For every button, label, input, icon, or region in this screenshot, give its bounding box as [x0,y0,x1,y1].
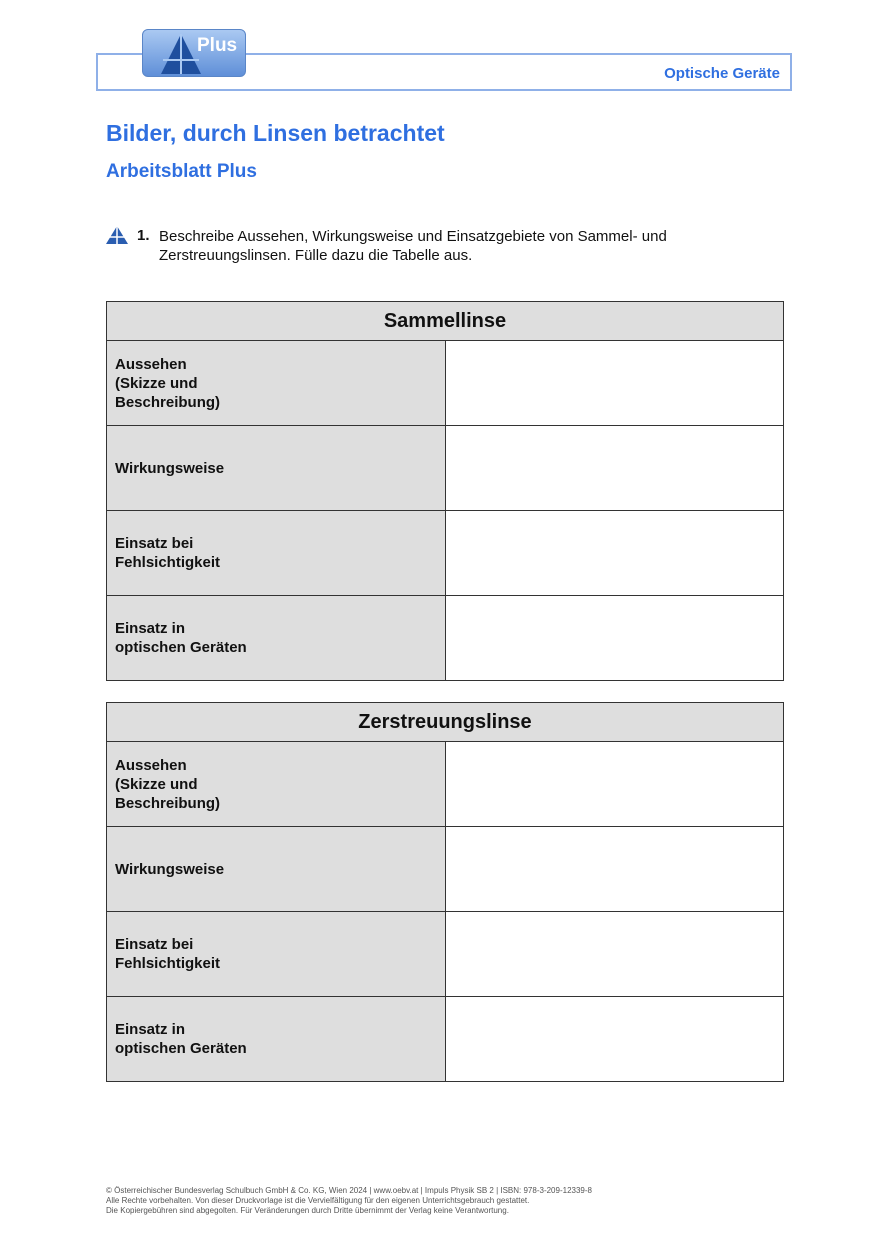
row-label-line: Einsatz bei [115,535,194,552]
page-subtitle: Arbeitsblatt Plus [106,161,257,182]
footer [106,1186,786,1216]
row-label-line: Wirkungsweise [115,860,225,878]
answer-cell[interactable] [445,997,784,1082]
row-label-line: Einsatz bei [115,936,194,953]
row-label [107,827,446,912]
row-label-line: optischen Geräten [115,1040,247,1057]
answer-cell[interactable] [445,827,784,912]
row-label-line: Einsatz in [115,1021,186,1038]
table-row [107,742,784,827]
row-label [107,596,446,681]
answer-cell[interactable] [445,426,784,511]
row-label-line: Fehlsichtigkeit [115,554,221,571]
table-row [107,997,784,1082]
row-label [107,426,446,511]
task-1 [106,226,766,268]
table-row [107,827,784,912]
task-text: Beschreibe Aussehen, Wirkungsweise und Einsatzgebiete von Sammel- und Zerstreuungslinsen. Fülle dazu die Tabelle aus. [159,228,667,264]
plus-task-triangle-icon [106,226,128,244]
row-label [107,997,446,1082]
plus-logo [142,29,246,77]
table-row [107,596,784,681]
answer-cell[interactable] [445,912,784,997]
table-row [107,511,784,596]
table-sammellinse [106,301,784,681]
row-label [107,912,446,997]
table-row [107,912,784,997]
logo-text: Plus [197,35,238,56]
answer-cell[interactable] [445,511,784,596]
table-zerstreuungslinse [106,702,784,1082]
chapter-title: Optische Geräte [664,65,780,82]
answer-cell[interactable] [445,341,784,426]
footer-rights: Alle Rechte vorbehalten. Von dieser Druckvorlage ist die Vervielfältigung für den eigenen Unterrichtsgebrauch gestattet. [106,1196,530,1205]
row-label-line: (Skizze und [115,775,198,793]
table-row [107,341,784,426]
row-label [107,341,446,426]
table-heading: Zerstreuungslinse [107,703,784,742]
row-label-line: Wirkungsweise [115,459,225,477]
table-heading: Sammellinse [107,302,784,341]
row-label-line: Beschreibung) [115,393,221,411]
page-title: Bilder, durch Linsen betrachtet [106,120,445,146]
answer-cell[interactable] [445,742,784,827]
row-label-line: Fehlsichtigkeit [115,955,221,972]
row-label-line: Einsatz in [115,620,186,637]
row-label-line: Aussehen [115,355,187,373]
row-label [107,511,446,596]
row-label-line: optischen Geräten [115,639,247,656]
footer-copyright: © Österreichischer Bundesverlag Schulbuch GmbH & Co. KG, Wien 2024 | www.oebv.at | Impuls Physik SB 2 | ISBN: 978-3-209-12339-8 [106,1186,592,1195]
footer-disclaimer: Die Kopiergebühren sind abgegolten. Für Veränderungen durch Dritte übernimmt der Verlag keine Verantwortung. [106,1206,509,1215]
answer-cell[interactable] [445,596,784,681]
task-number: 1. [137,227,150,244]
row-label [107,742,446,827]
table-row [107,426,784,511]
row-label-line: Beschreibung) [115,794,221,812]
row-label-line: Aussehen [115,756,187,774]
row-label-line: (Skizze und [115,374,198,392]
